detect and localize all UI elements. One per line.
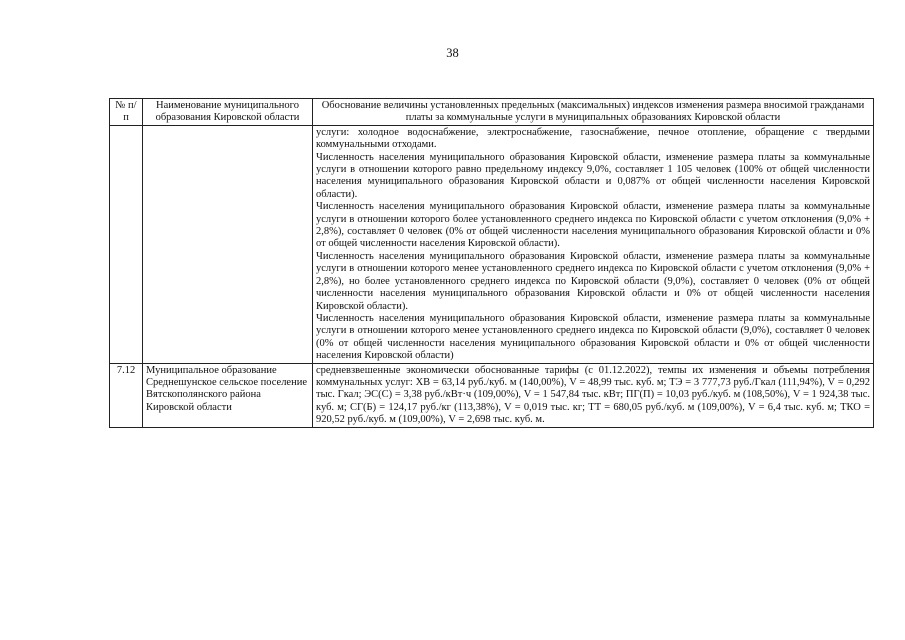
header-justification: Обоснование величины установленных предельных (максимальных) индексов изменения размера вносимой гражданами платы за коммунальные услуги в муниципальных образованиях Кировской области bbox=[313, 99, 874, 126]
paragraph: Численность населения муниципального образования Кировской области, изменение размера платы за коммунальные услуги в отношении которого равно предельному индексу 9,0%, составляет 1 105 человек (100% от общей численности населения муниципального образования Кировской области и 0,087% от общей численности населения Кировской области). bbox=[316, 151, 870, 200]
paragraph: Численность населения муниципального образования Кировской области, изменение размера платы за коммунальные услуги в отношении которого более установленного среднего индекса по Кировской области с учетом отклонения (9,0% + 2,8%), составляет 0 человек (0% от общей численности населения муниципального образования Кировской области и 0% от общей численности населения Кировской области). bbox=[316, 201, 870, 250]
paragraph: средневзвешенные экономически обоснованные тарифы (с 01.12.2022), темпы их изменения и объемы потребления коммунальных услуг: ХВ = 63,14 руб./куб. м (140,00%), V = 48,99 тыс. куб. м; ТЭ = 3 777,73 руб./Гкал (111,94%), V = 0,292 тыс. Гкал; ЭС(С) = 3,38 руб./кВт·ч (109,00%), V = 1 547,84 тыс. кВт; ПГ(П) = 10,03 руб./куб. м (108,50%), V = 1 924,38 тыс. куб. м; СГ(Б) = 124,17 руб./кг (113,38%), V = 0,019 тыс. кг; ТТ = 680,05 руб./куб. м (109,00%), V = 6,4 тыс. куб. м; ТКО = 920,52 руб./куб. м (109,00%), V = 2,698 тыс. куб. м. bbox=[316, 364, 870, 426]
row-number bbox=[110, 125, 143, 363]
municipality-name: Муниципальное образование Среднешунское сельское поселение Вятскополянского района Кировской области bbox=[143, 363, 313, 427]
justification-cell bbox=[313, 363, 874, 427]
paragraph: услуги: холодное водоснабжение, электроснабжение, газоснабжение, печное отопление, обращение с твердыми коммунальными отходами. bbox=[316, 126, 870, 151]
indices-table bbox=[109, 98, 874, 428]
paragraph: Численность населения муниципального образования Кировской области, изменение размера платы за коммунальные услуги в отношении которого менее установленного среднего индекса по Кировской области с учетом отклонения (9,0% + 2,8%), но более установленного среднего индекса по Кировской области (9,0%), составляет 0 человек (0% от общей численности населения муниципального образования Кировской области и 0% от общей численности населения Кировской области). bbox=[316, 250, 870, 312]
table-row bbox=[110, 125, 874, 363]
paragraph: Численность населения муниципального образования Кировской области, изменение размера платы за коммунальные услуги в отношении которого менее установленного среднего индекса по Кировской области (9,0%), составляет 0 человек (0% от общей численности населения муниципального образования Кировской области и 0% от общей численности населения Кировской области) bbox=[316, 312, 870, 362]
header-municipality-name: Наименование муниципального образования Кировской области bbox=[143, 99, 313, 126]
header-number: № п/п bbox=[110, 99, 143, 126]
row-number: 7.12 bbox=[110, 363, 143, 427]
table-header-row bbox=[110, 99, 874, 126]
page-number: 38 bbox=[446, 46, 459, 60]
justification-cell bbox=[313, 125, 874, 363]
municipality-name bbox=[143, 125, 313, 363]
table-row bbox=[110, 363, 874, 427]
